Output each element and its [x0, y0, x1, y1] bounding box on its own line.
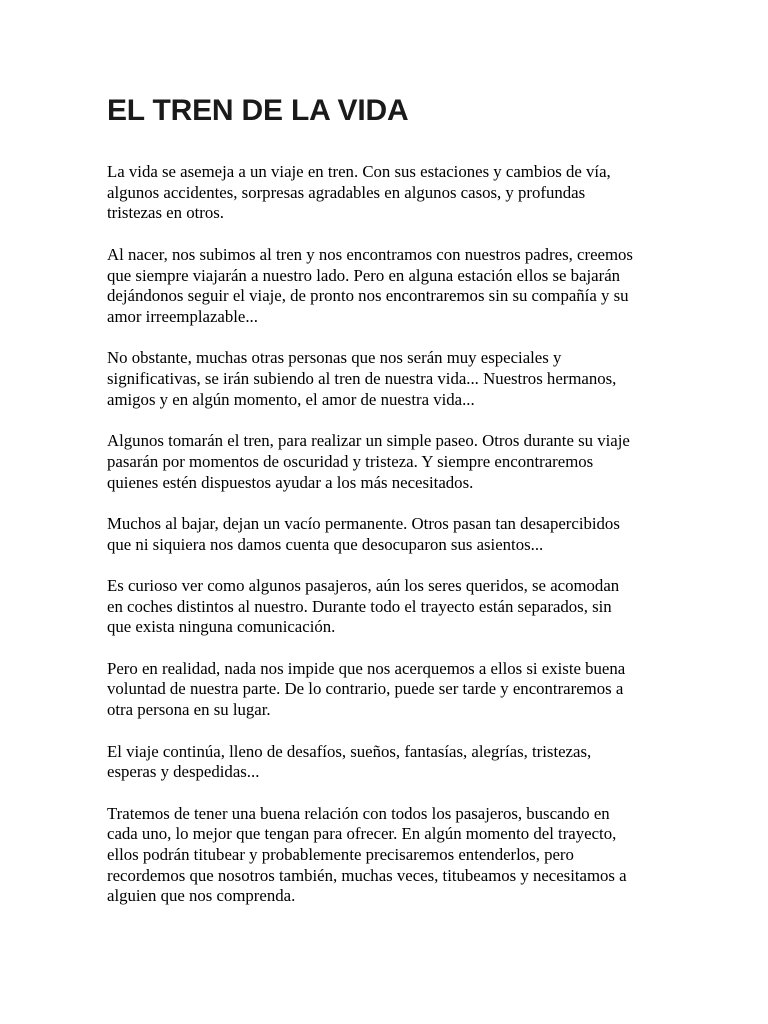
paragraph: No obstante, muchas otras personas que nos serán muy especiales y significativas, se irán subiendo al tren de nuestra vida... Nuestros hermanos, amigos y en algún momento, el amor de nuestra vida... — [107, 348, 617, 409]
paragraph: Algunos tomarán el tren, para realizar un simple paseo. Otros durante su viaje pasarán por momentos de oscuridad y tristeza. Y siempre encontraremos quienes estén dispuestos ayudar a los más necesitados. — [107, 431, 630, 492]
paragraph: Tratemos de tener una buena relación con todos los pasajeros, buscando en cada uno, lo mejor que tengan para ofrecer. En algún momento del trayecto, ellos podrán titubear y probablemente precisaremos entenderlos, pero recordemos que nosotros también, muchas veces, titubeamos y necesitamos a alguien que nos comprenda. — [107, 803, 627, 906]
paragraph: Al nacer, nos subimos al tren y nos encontramos con nuestros padres, creemos que siempre viajarán a nuestro lado. Pero en alguna estación ellos se bajarán dejándonos seguir el viaje, de pronto nos encontraremos sin su compañía y su amor irreemplazable... — [107, 244, 633, 326]
paragraph: El viaje continúa, lleno de desafíos, sueños, fantasías, alegrías, tristezas, esperas y despedidas... — [107, 741, 592, 782]
paragraph: Es curioso ver como algunos pasajeros, aún los seres queridos, se acomodan en coches distintos al nuestro. Durante todo el trayecto están separados, sin que exista ninguna comunicación. — [107, 575, 620, 637]
document-title: EL TREN DE LA VIDA — [107, 94, 409, 127]
paragraph: Muchos al bajar, dejan un vacío permanente. Otros pasan tan desapercibidos que ni siquiera nos damos cuenta que desocuparon sus asientos... — [107, 513, 620, 554]
paragraph: La vida se asemeja a un viaje en tren. Con sus estaciones y cambios de vía, algunos accidentes, sorpresas agradables en algunos casos, y profundas tristezas en otros. — [107, 162, 611, 223]
paragraph: Pero en realidad, nada nos impide que nos acerquemos a ellos si existe buena voluntad de nuestra parte. De lo contrario, puede ser tarde y encontraremos a otra persona en su lugar. — [107, 658, 626, 720]
document-page — [107, 94, 667, 928]
